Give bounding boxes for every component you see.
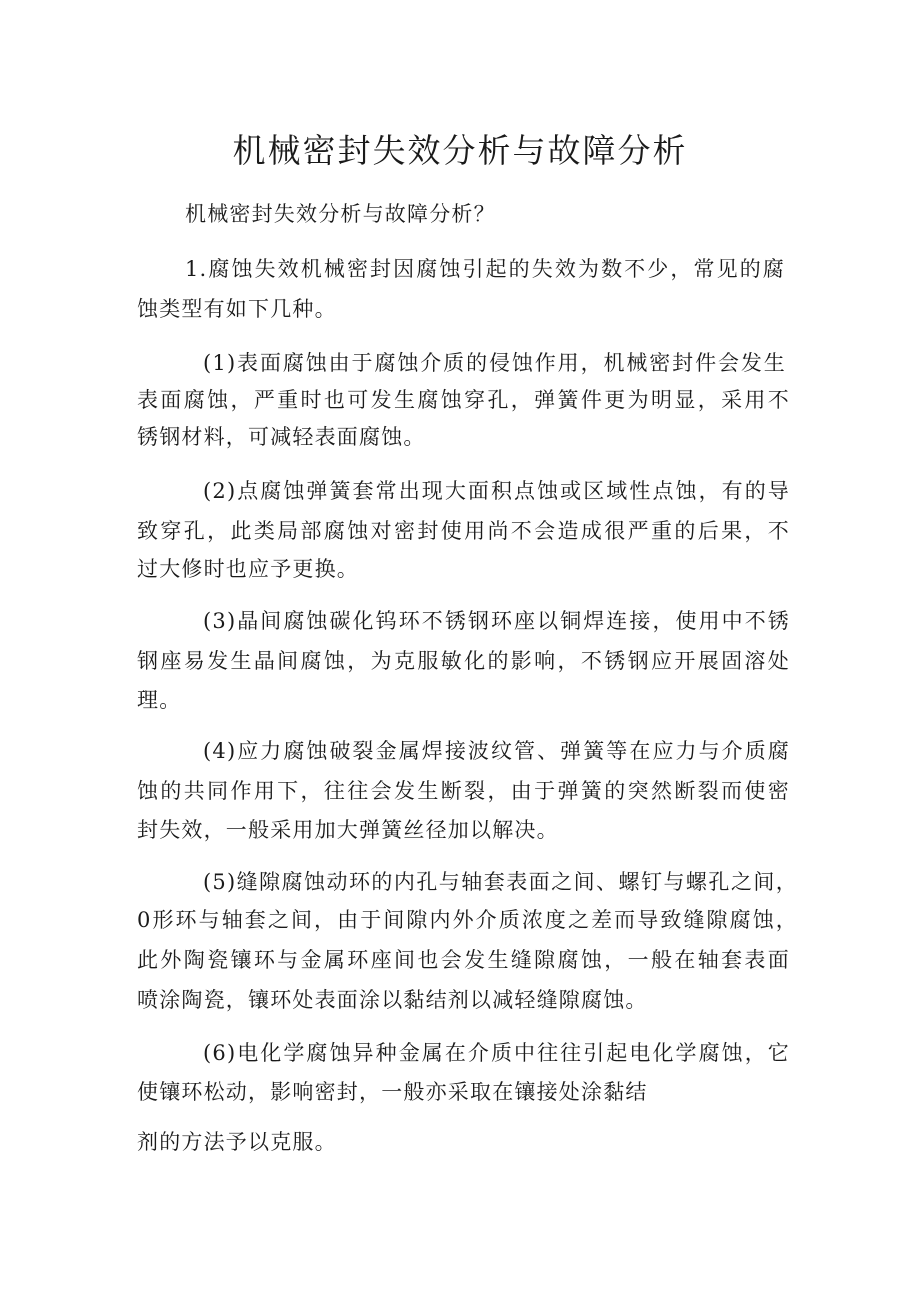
paragraph-3-line-3: 过大修时也应予更换。 xyxy=(137,557,359,581)
paragraph-4-line-1: (3)晶间腐蚀碳化钨环不锈钢环座以铜焊连接，使用中不锈 xyxy=(203,609,790,633)
paragraph-5-line-3: 封失效，一般采用加大弹簧丝径加以解决。 xyxy=(137,818,559,842)
paragraph-5-line-1: (4)应力腐蚀破裂金属焊接波纹管、弹簧等在应力与介质腐 xyxy=(203,739,790,763)
paragraph-7-line-3: 剂的方法予以克服。 xyxy=(137,1130,337,1154)
paragraph-6-line-4: 喷涂陶瓷，镶环处表面涂以黏结剂以减轻缝隙腐蚀。 xyxy=(137,988,648,1012)
paragraph-7-line-1: (6)电化学腐蚀异种金属在介质中往往引起电化学腐蚀，它 xyxy=(203,1041,790,1065)
paragraph-3-line-2: 致穿孔，此类局部腐蚀对密封使用尚不会造成很严重的后果，不 xyxy=(137,519,790,543)
paragraph-7-line-2: 使镶环松动，影响密封，一般亦采取在镶接处涂黏结 xyxy=(137,1080,648,1104)
document-title: 机械密封失效分析与故障分析 xyxy=(232,131,688,170)
paragraph-6-line-3: 此外陶瓷镶环与金属环座间也会发生缝隙腐蚀，一般在轴套表面 xyxy=(137,948,790,972)
paragraph-2-line-2: 表面腐蚀，严重时也可发生腐蚀穿孔，弹簧件更为明显，采用不 xyxy=(137,388,790,412)
intro-line: 机械密封失效分析与故障分析？ xyxy=(185,202,496,226)
paragraph-6-line-1: (5)缝隙腐蚀动环的内孔与轴套表面之间、螺钉与螺孔之间， xyxy=(203,870,798,894)
paragraph-4-line-3: 理。 xyxy=(137,688,182,712)
paragraph-5-line-2: 蚀的共同作用下，往往会发生断裂，由于弹簧的突然断裂而使密 xyxy=(137,779,790,803)
paragraph-4-line-2: 钢座易发生晶间腐蚀，为克服敏化的影响，不锈钢应开展固溶处 xyxy=(137,649,790,673)
paragraph-1-line-1: 1.腐蚀失效机械密封因腐蚀引起的失效为数不少，常见的腐 xyxy=(185,257,785,281)
paragraph-2-line-3: 锈钢材料，可减轻表面腐蚀。 xyxy=(137,425,426,449)
paragraph-1-line-2: 蚀类型有如下几种。 xyxy=(137,297,337,321)
paragraph-2-line-1: (1)表面腐蚀由于腐蚀介质的侵蚀作用，机械密封件会发生 xyxy=(203,351,786,375)
paragraph-3-line-1: (2)点腐蚀弹簧套常出现大面积点蚀或区域性点蚀，有的导 xyxy=(203,479,790,503)
paragraph-6-line-2: 0形环与轴套之间，由于间隙内外介质浓度之差而导致缝隙腐蚀， xyxy=(137,908,798,932)
